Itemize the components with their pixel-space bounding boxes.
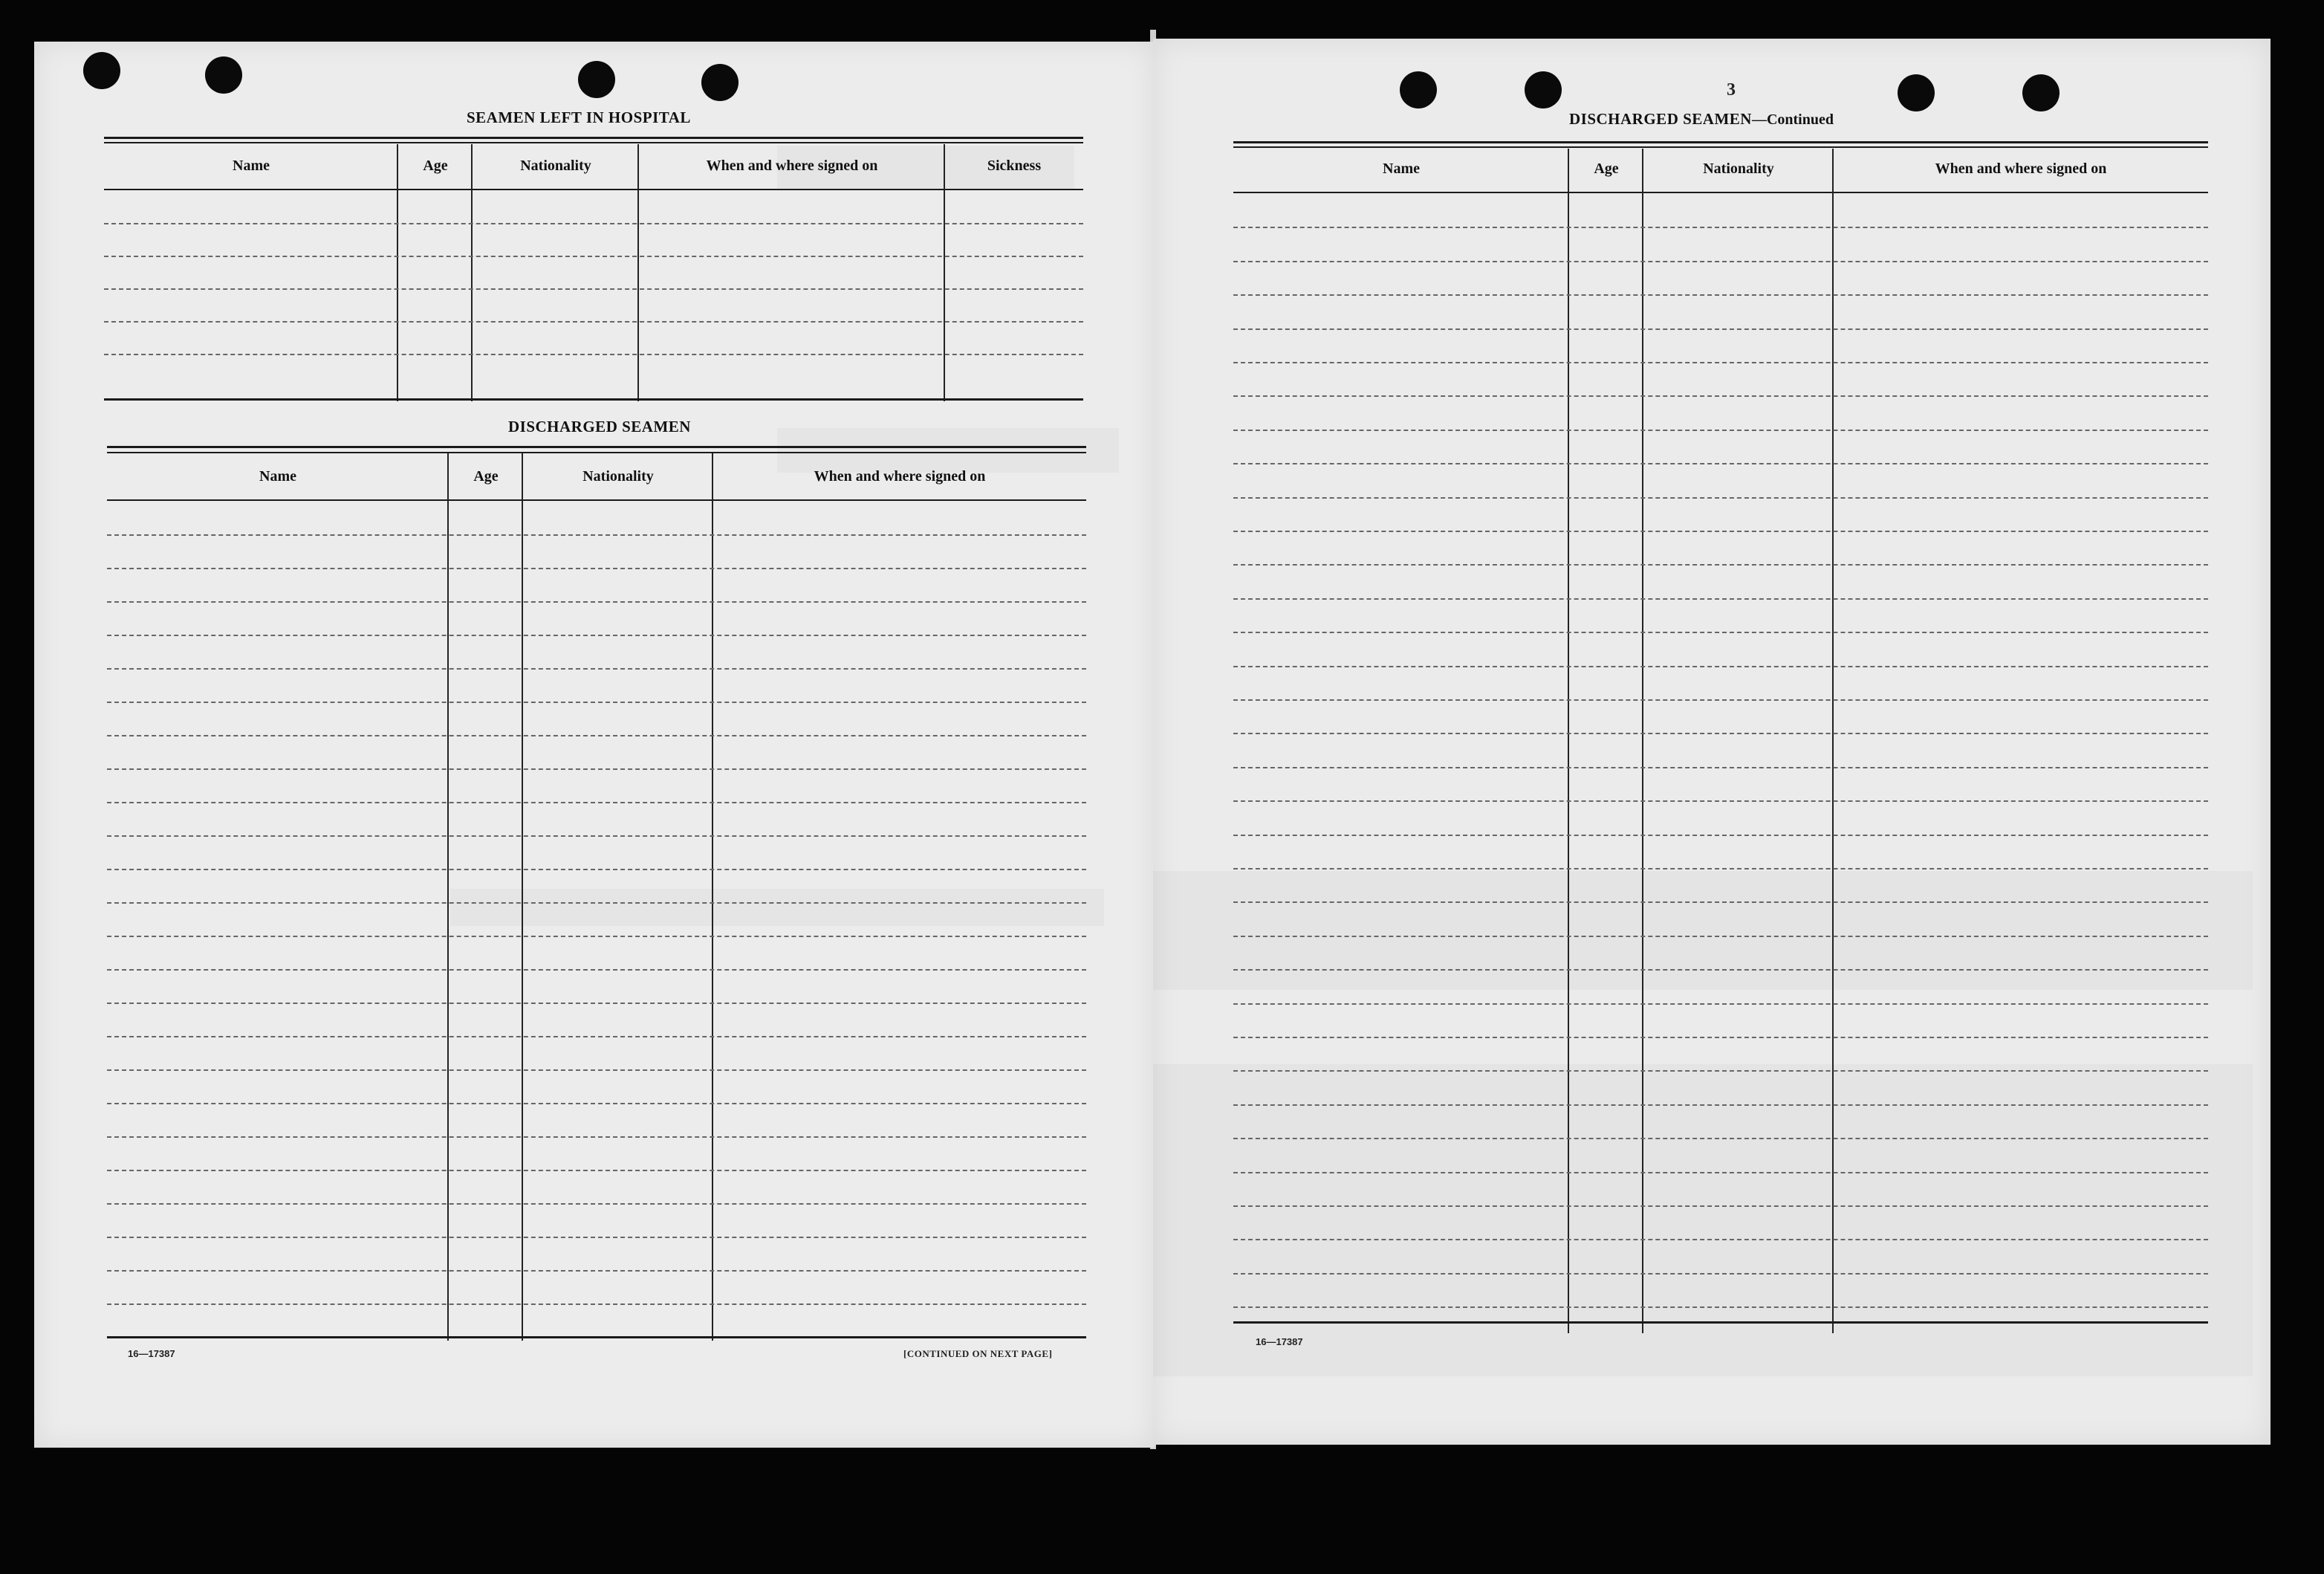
bottom-rule bbox=[104, 398, 1083, 401]
top-rule bbox=[107, 452, 1086, 453]
table-row bbox=[1233, 1172, 2208, 1173]
column-divider bbox=[522, 453, 523, 1341]
top-rule bbox=[104, 137, 1083, 139]
col-nationality: Nationality bbox=[520, 158, 591, 174]
column-divider bbox=[637, 144, 639, 401]
col-signed-on: When and where signed on bbox=[1935, 161, 2107, 177]
table-row bbox=[107, 1069, 1086, 1071]
column-divider bbox=[944, 144, 945, 401]
table-row bbox=[1233, 1205, 2208, 1207]
table-row bbox=[107, 1003, 1086, 1004]
table-row bbox=[1233, 901, 2208, 903]
discharged-continued-suffix: —Continued bbox=[1751, 111, 1834, 128]
col-name: Name bbox=[259, 468, 296, 485]
column-divider bbox=[471, 144, 473, 401]
discharged-table bbox=[107, 446, 1086, 1341]
bottom-rule bbox=[107, 1336, 1086, 1338]
form-number: 16—17387 bbox=[128, 1348, 175, 1359]
header-rule bbox=[104, 189, 1083, 190]
table-row bbox=[107, 1270, 1086, 1272]
binder-hole bbox=[1525, 71, 1562, 109]
table-row bbox=[1233, 868, 2208, 869]
page-number: 3 bbox=[1727, 80, 1736, 100]
top-rule bbox=[1233, 141, 2208, 143]
table-row bbox=[1233, 497, 2208, 499]
col-signed-on: When and where signed on bbox=[814, 468, 986, 485]
table-row bbox=[104, 354, 1083, 355]
discharged-continued-title-main: DISCHARGED SEAMEN bbox=[1569, 110, 1752, 128]
table-row bbox=[107, 768, 1086, 770]
col-name: Name bbox=[233, 158, 270, 174]
discharged-continued-table bbox=[1233, 141, 2208, 1333]
table-row bbox=[1233, 294, 2208, 296]
table-row bbox=[1233, 767, 2208, 768]
binder-hole bbox=[205, 56, 242, 94]
table-row bbox=[1233, 328, 2208, 330]
table-row bbox=[107, 936, 1086, 937]
table-row bbox=[107, 534, 1086, 536]
table-row bbox=[1233, 666, 2208, 667]
table-row bbox=[107, 869, 1086, 870]
table-row bbox=[107, 1103, 1086, 1104]
table-row bbox=[1233, 1104, 2208, 1106]
table-row bbox=[107, 735, 1086, 736]
table-row bbox=[1233, 1138, 2208, 1139]
top-rule bbox=[1233, 146, 2208, 148]
top-rule bbox=[104, 142, 1083, 143]
table-row bbox=[104, 321, 1083, 323]
table-row bbox=[1233, 835, 2208, 836]
column-divider bbox=[1568, 149, 1569, 1333]
table-row bbox=[1233, 463, 2208, 464]
table-row bbox=[107, 702, 1086, 703]
table-row bbox=[107, 1136, 1086, 1138]
table-row bbox=[1233, 430, 2208, 431]
table-row bbox=[107, 1036, 1086, 1037]
table-row bbox=[107, 1237, 1086, 1238]
top-rule bbox=[107, 446, 1086, 448]
col-age: Age bbox=[1594, 161, 1619, 177]
table-row bbox=[107, 1170, 1086, 1171]
hospital-table bbox=[104, 137, 1083, 401]
table-row bbox=[107, 635, 1086, 636]
binder-hole bbox=[701, 64, 739, 101]
table-row bbox=[1233, 936, 2208, 937]
table-row bbox=[1233, 1273, 2208, 1275]
col-nationality: Nationality bbox=[1703, 161, 1774, 177]
table-row bbox=[107, 835, 1086, 837]
bottom-rule bbox=[1233, 1321, 2208, 1324]
column-divider bbox=[1642, 149, 1643, 1333]
table-row bbox=[104, 288, 1083, 290]
col-age: Age bbox=[423, 158, 448, 174]
table-row bbox=[1233, 1306, 2208, 1308]
discharged-section-title: DISCHARGED SEAMEN bbox=[508, 418, 691, 435]
table-row bbox=[107, 969, 1086, 971]
table-row bbox=[1233, 1003, 2208, 1005]
table-row bbox=[1233, 632, 2208, 633]
table-row bbox=[107, 1203, 1086, 1205]
table-row bbox=[107, 1303, 1086, 1305]
discharged-continued-title bbox=[1569, 110, 1834, 129]
table-row bbox=[1233, 531, 2208, 532]
binder-hole bbox=[1898, 74, 1935, 111]
table-row bbox=[1233, 227, 2208, 228]
table-row bbox=[1233, 699, 2208, 701]
table-row bbox=[1233, 800, 2208, 802]
binder-hole bbox=[1400, 71, 1437, 109]
table-row bbox=[107, 902, 1086, 904]
table-row bbox=[1233, 395, 2208, 397]
table-row bbox=[104, 256, 1083, 257]
table-row bbox=[104, 223, 1083, 224]
table-row bbox=[107, 601, 1086, 603]
table-row bbox=[1233, 1070, 2208, 1072]
column-divider bbox=[447, 453, 449, 1341]
table-row bbox=[1233, 1239, 2208, 1240]
binder-hole bbox=[578, 61, 615, 98]
header-rule bbox=[107, 499, 1086, 501]
binder-hole bbox=[2022, 74, 2060, 111]
col-nationality: Nationality bbox=[582, 468, 654, 485]
col-sickness: Sickness bbox=[987, 158, 1042, 174]
column-divider bbox=[712, 453, 713, 1341]
column-divider bbox=[1832, 149, 1834, 1333]
table-row bbox=[107, 568, 1086, 569]
column-divider bbox=[397, 144, 398, 401]
col-age: Age bbox=[473, 468, 499, 485]
col-signed-on: When and where signed on bbox=[706, 158, 878, 174]
table-row bbox=[1233, 733, 2208, 734]
continued-note: [CONTINUED ON NEXT PAGE] bbox=[903, 1348, 1053, 1359]
table-row bbox=[107, 802, 1086, 803]
table-row bbox=[1233, 1037, 2208, 1038]
form-number: 16—17387 bbox=[1256, 1336, 1303, 1347]
table-row bbox=[1233, 362, 2208, 363]
col-name: Name bbox=[1383, 161, 1420, 177]
table-row bbox=[1233, 564, 2208, 566]
table-row bbox=[1233, 969, 2208, 971]
header-rule bbox=[1233, 192, 2208, 193]
table-row bbox=[1233, 261, 2208, 262]
binder-hole bbox=[83, 52, 120, 89]
table-row bbox=[1233, 598, 2208, 600]
table-row bbox=[107, 668, 1086, 670]
hospital-section-title: SEAMEN LEFT IN HOSPITAL bbox=[467, 109, 691, 126]
